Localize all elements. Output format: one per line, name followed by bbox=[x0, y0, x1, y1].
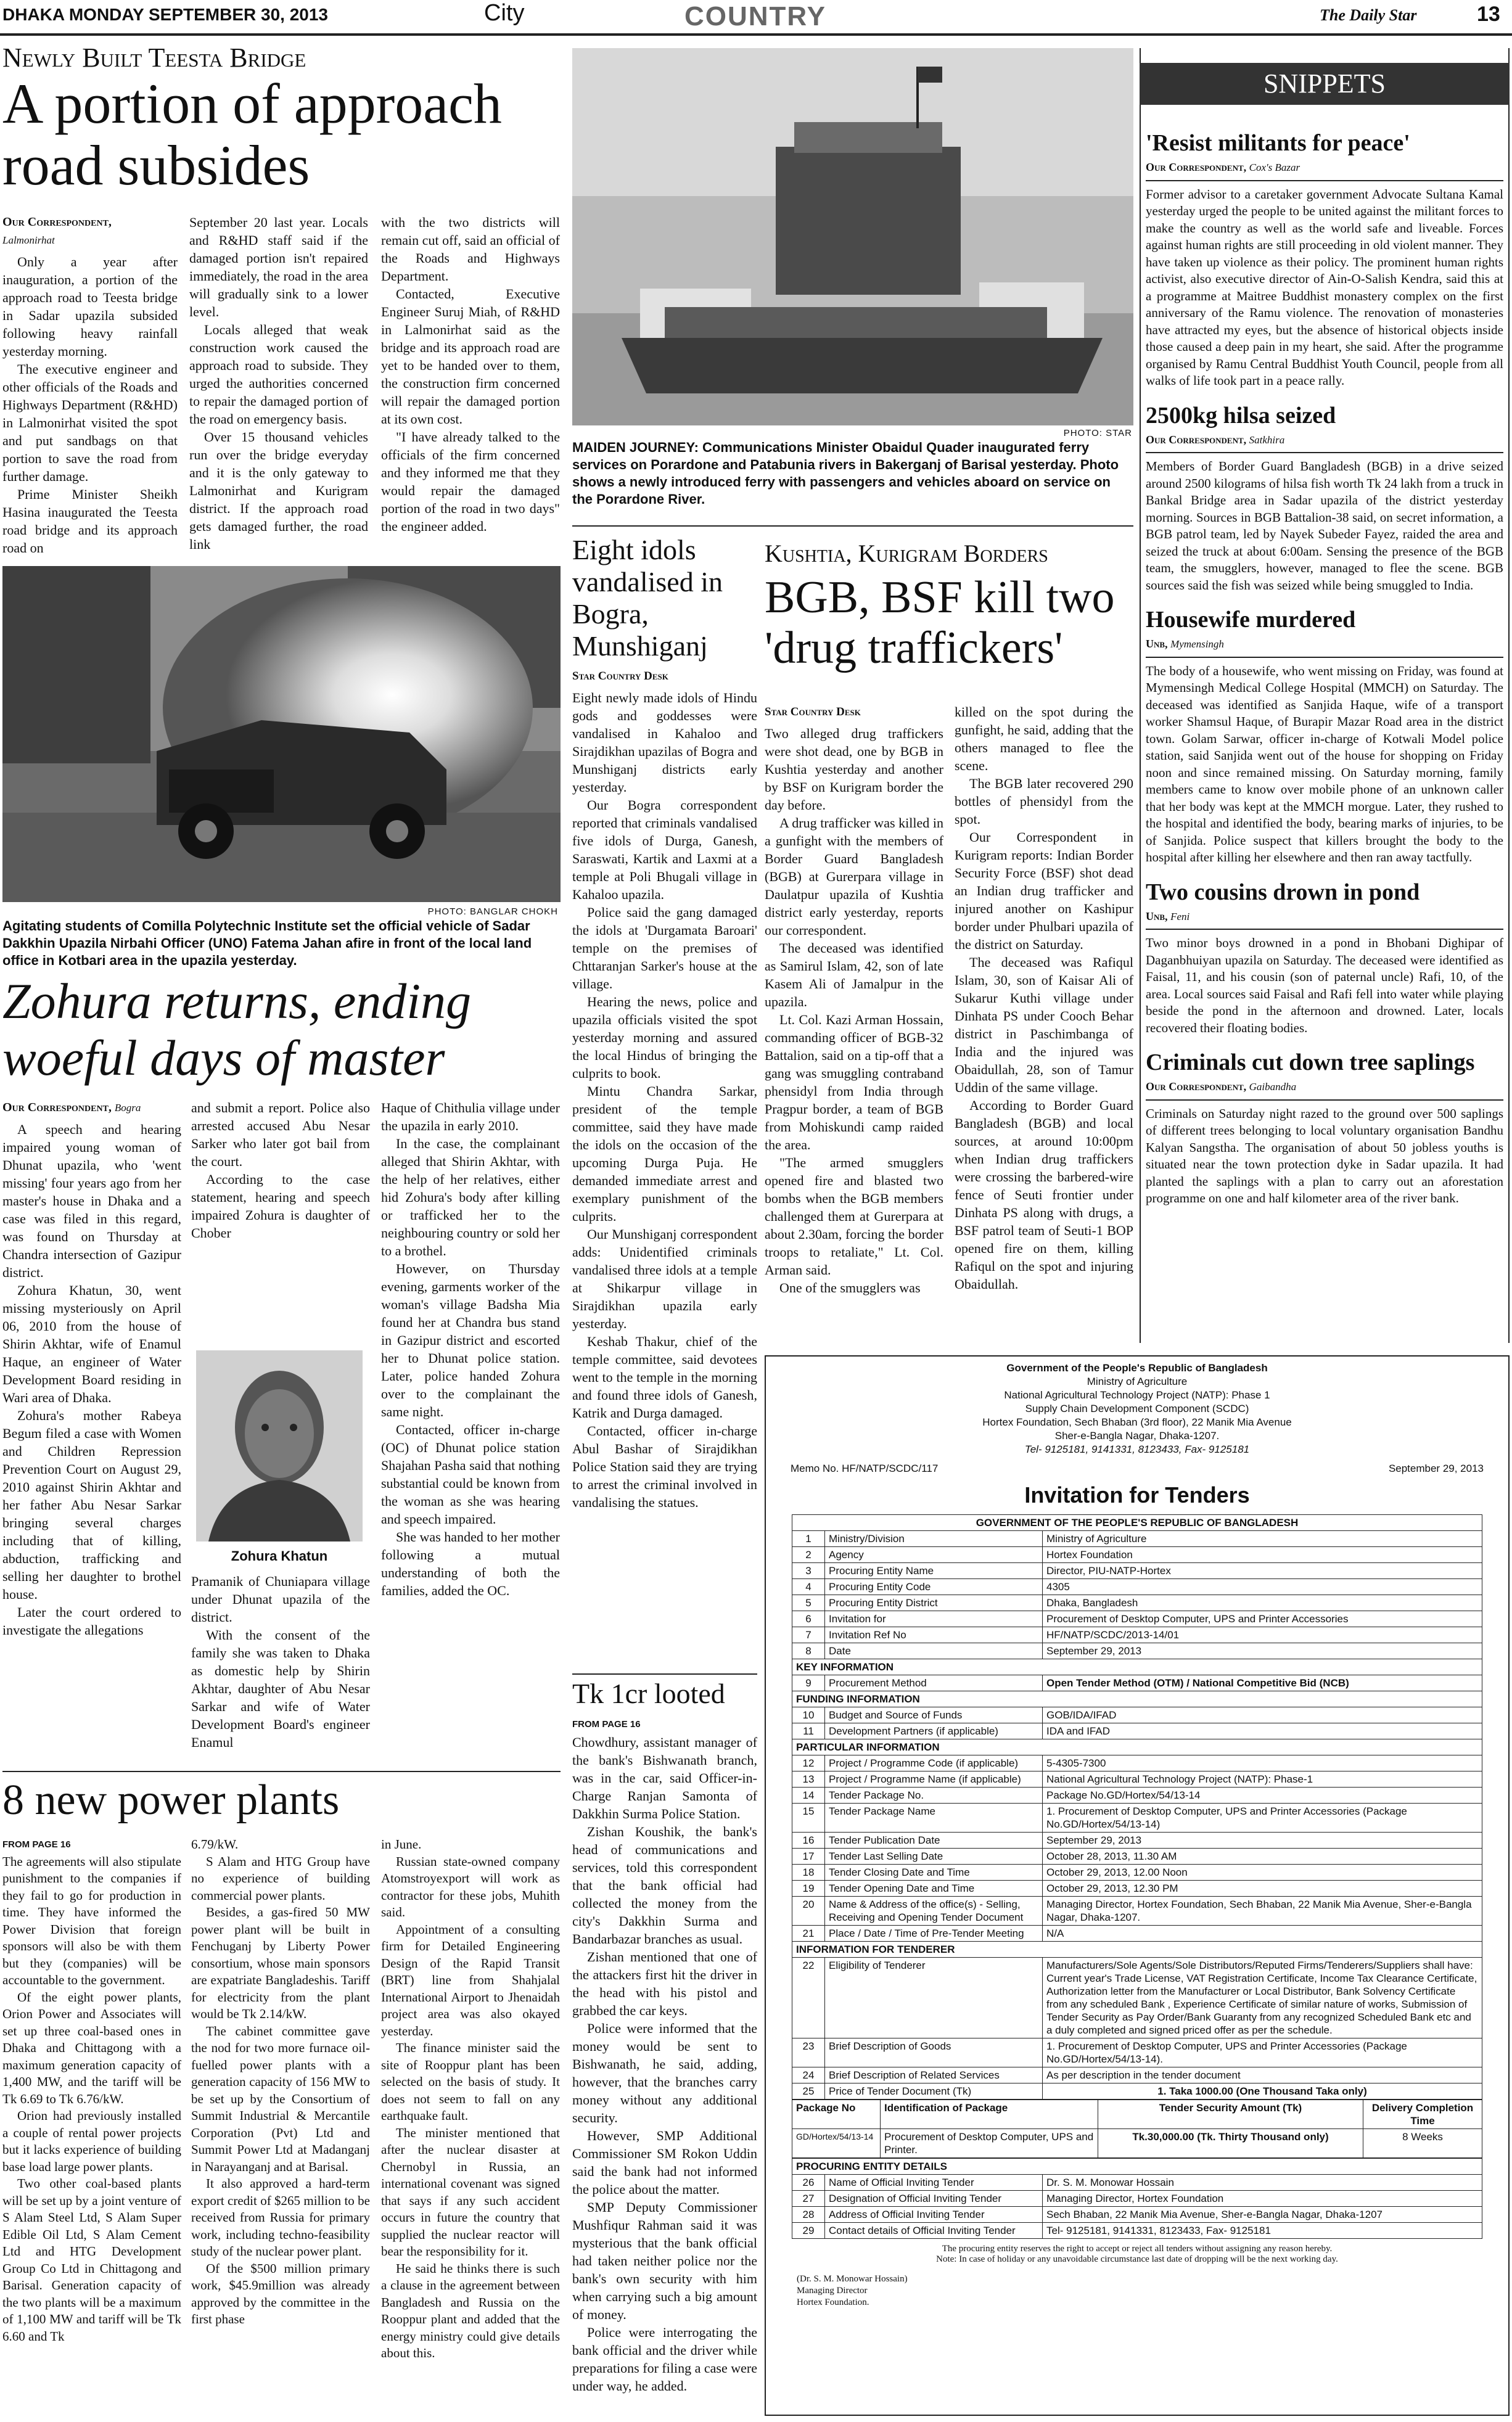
tender-cell-n: 11 bbox=[792, 1723, 825, 1739]
tender-cell-value: Dhaka, Bangladesh bbox=[1043, 1595, 1482, 1611]
tender-cell-n: 5 bbox=[792, 1595, 825, 1611]
tender-row bbox=[792, 1627, 1482, 1643]
power-p: He said he thinks there is such a clause in the agreement between Bangladesh and Russia on the Rooppur plant and added that the energy ministry could give details about this. bbox=[381, 2260, 560, 2360]
bgb-p: A drug trafficker was killed in a gunfight with the members of Border Guard Bangladesh (BGB) at Gurerpara village in Daulatpur upazila of Kushtia district early yesterday, reports our correspondent. bbox=[765, 815, 943, 938]
snippet-text: Former advisor to a caretaker government Advocate Sultana Kamal yesterday urged the people to be united against the militant forces to make the country as well as the world safe and liveable. Forces against human rights are still proceeding in old violent manner. They have taken up violence as their policy. The prominent human rights activist, also executive director of Ain-O-Salish Kendra, said this at a programme at Maitree Buddhist monastery complex on the first anniversary of the Ramu violence. The renovation of monasteries have attracted my eyes, but the absence of historical objects inside those caused a deep pain in my heart, she said. After the programme organised by Ramu Central Buddhist Youth Council, people from all walks of life took part in a peace rally. bbox=[1146, 186, 1503, 388]
idols-byline: Star Country Desk bbox=[572, 670, 668, 683]
zohura-photo-caption: Zohura Khatun bbox=[231, 1548, 328, 1564]
idols-headline: Eight idols vandalised in Bogra, Munshiganj bbox=[572, 534, 723, 662]
power-col2 bbox=[191, 1836, 370, 2328]
snippet-item bbox=[1146, 879, 1503, 1037]
tender-row bbox=[792, 1865, 1482, 1881]
tender-cell-n: 24 bbox=[792, 2067, 825, 2083]
tender-cell-label: Date bbox=[825, 1643, 1043, 1659]
teesta-p: Prime Minister Sheikh Hasina inaugurated the Teesta road bridge and its approach road on bbox=[2, 486, 178, 556]
tender-cell-value: 1. Procurement of Desktop Computer, UPS and Printer Accessories (Package No.GD/Hortex/54/13-14) bbox=[1043, 1804, 1482, 1833]
bgb-p: "The armed smugglers opened fire and blasted two bombs when the BGB members challenged them at Gurerpara at about 2.30am, forcing the border troops to retaliate," Lt. Col. Arman said. bbox=[765, 1155, 943, 1278]
idols-body bbox=[572, 667, 757, 1511]
tender-row bbox=[792, 1611, 1482, 1627]
snippets-title: SNIPPETS bbox=[1140, 63, 1510, 105]
tender-row bbox=[792, 1958, 1482, 2038]
package-header-cell: Identification of Package bbox=[881, 2100, 1098, 2129]
ferry-photo-caption: MAIDEN JOURNEY: Communications Minister Obaidul Quader inaugurated ferry services on Porardone and Patabunia rivers in Bakerganj of Barisal yesterday. Photo shows a newly introduced ferry with passengers and vehicles aboard on service on the Porardone River. bbox=[572, 440, 1119, 507]
entity-header: PROCURING ENTITY DETAILS bbox=[792, 2159, 1482, 2175]
power-from: FROM PAGE 16 bbox=[2, 1839, 71, 1850]
tender-cell-value: 5-4305-7300 bbox=[1043, 1755, 1482, 1771]
tender-cell-label: Procurement Method bbox=[825, 1675, 1043, 1691]
bgb-p: Lt. Col. Kazi Arman Hossain, commanding officer of BGB-32 Battalion, said on a tip-off that a gang was smuggling contraband phensidyl from India through Pragpur border, a team of BGB from Mohiskundi camp raided the area. bbox=[765, 1012, 943, 1152]
teesta-p: Over 15 thousand vehicles run over the bridge everyday and it is the only gateway to Lalmonirhat and Kurigram district. If the approach road gets damaged further, the road link bbox=[189, 429, 368, 552]
power-p: in June. bbox=[381, 1837, 422, 1852]
burning-vehicle-image bbox=[2, 566, 561, 902]
looted-body bbox=[572, 1715, 757, 2395]
tender-section-row bbox=[792, 1691, 1482, 1707]
tender-cell-n: 9 bbox=[792, 1675, 825, 1691]
package-header-cell: Package No bbox=[792, 2100, 881, 2129]
looted-p: SMP Deputy Commissioner Mushfiqur Rahman said it was mysterious that the bank official had taken neither police nor the bank's own security with him when carrying such a big amount of money. bbox=[572, 2199, 757, 2322]
fire-photo-caption: Agitating students of Comilla Polytechnic Institute set the official vehicle of Sadar Dakkhin Upazila Nirbahi Officer (UNO) Fatema Jahan afire in front of the local land office in Kotbari area in the upazila yesterday. bbox=[2, 918, 532, 968]
idols-p: Contacted, officer in-charge Abul Bashar of Sirajdikhan Police Station said they are trying to arrest the criminal involved in vandalising the statues. bbox=[572, 1423, 757, 1510]
tender-cell-label: Project / Programme Name (if applicable) bbox=[825, 1771, 1043, 1788]
power-p: It also approved a hard-term export credit of $265 million to be received from Russia for primary work, including techno-feasibility study of the nuclear power plant. bbox=[191, 2176, 370, 2259]
idols-p: Keshab Thakur, chief of the temple committee, said devotees went to the temple in the morning and found three idols of Ganesh, Katrik and Durga damaged. bbox=[572, 1334, 757, 1421]
zohura-headline: Zohura returns, ending woeful days of master bbox=[2, 973, 472, 1086]
tender-cell-value: Hortex Foundation bbox=[1043, 1547, 1482, 1563]
zohura-byline: Our Correspondent, Bogra bbox=[2, 1101, 141, 1114]
tender-row bbox=[792, 1804, 1482, 1833]
tender-cell-label: Project / Programme Code (if applicable) bbox=[825, 1755, 1043, 1771]
bgb-byline: Star Country Desk bbox=[765, 705, 861, 718]
power-p: The finance minister said the site of Rooppur plant has been selected on the basis of study. It does not seem to fall on any earthquake fault. bbox=[381, 2040, 560, 2123]
zohura-p: A speech and hearing impaired young woman of Dhunat upazila, who 'went missing' four years ago from her master's house in Dhaka and a case was filed in this regard, was found on Thursday at Chandra intersection of Gazipur district. bbox=[2, 1122, 181, 1280]
tender-cell-n: 16 bbox=[792, 1833, 825, 1849]
tender-section-label: FUNDING INFORMATION bbox=[792, 1691, 1482, 1707]
tender-package-table bbox=[792, 2100, 1482, 2158]
tender-row bbox=[792, 1849, 1482, 1865]
tender-cell-label: Tender Last Selling Date bbox=[825, 1849, 1043, 1865]
ferry-photo bbox=[572, 48, 1133, 425]
tender-cell-label: Invitation Ref No bbox=[825, 1627, 1043, 1643]
bgb-p: Two alleged drug traffickers were shot dead, one by BGB in Kushtia yesterday and another by BSF on Kurigram border the day before. bbox=[765, 726, 943, 813]
teesta-p: Contacted, Executive Engineer Suruj Miah, of R&HD in Lalmonirhat said as the bridge and its approach road are yet to be handed over to them, the construction firm concerned will repair the damaged portion at its own cost. bbox=[381, 286, 560, 427]
entity-row bbox=[792, 2175, 1482, 2191]
tender-entity-table bbox=[792, 2158, 1482, 2239]
teesta-p: "I have already talked to the officials of the firm concerned and they informed me that they would repair the damaged portion of the road in two days" the engineer added. bbox=[381, 429, 560, 534]
tender-cell-value: 4305 bbox=[1043, 1579, 1482, 1595]
tender-gov-header: GOVERNMENT OF THE PEOPLE'S REPUBLIC OF BANGLADESH bbox=[792, 1515, 1482, 1531]
looted-from: FROM PAGE 16 bbox=[572, 1719, 641, 1730]
tender-cell-value: As per description in the tender document bbox=[1043, 2067, 1482, 2083]
tender-cell-n: 4 bbox=[792, 1579, 825, 1595]
snippet-headline: 2500kg hilsa seized bbox=[1146, 402, 1336, 429]
tender-cell-n: 25 bbox=[792, 2083, 825, 2100]
tender-cell-label: Agency bbox=[825, 1547, 1043, 1563]
tender-note-1: The procuring entity reserves the right to accept or reject all tenders without assigning any reason hereby. bbox=[942, 2244, 1333, 2254]
tender-cell-value: HF/NATP/SCDC/2013-14/01 bbox=[1043, 1627, 1482, 1643]
looted-p: Chowdhury, assistant manager of the bank's Bishwanath branch, was in the car, said Officer-in-Charge Ranjan Samonta of Dakkhin Surma Police Station. bbox=[572, 1734, 757, 1821]
tender-section-label: INFORMATION FOR TENDERER bbox=[792, 1942, 1482, 1958]
bgb-headline: BGB, BSF kill two 'drug traffickers' bbox=[765, 572, 1115, 673]
tender-org-line: Government of the People's Republic of Bangladesh bbox=[1006, 1362, 1268, 1374]
teesta-p: The executive engineer and other officials of the Roads and Highways Department (R&HD) in Lalmonirhat visited the spot and put sandbags on that portion to save the road from further damage. bbox=[2, 361, 178, 484]
tender-cell-n: 20 bbox=[792, 1897, 825, 1926]
tender-cell-n: 2 bbox=[792, 1547, 825, 1563]
zohura-p: According to the case statement, hearing and speech impaired Zohura is daughter of Chober bbox=[191, 1172, 370, 1241]
power-p: Of the eight power plants, Orion Power and Associates will set up three coal-based ones in Dhaka and Chittagong with a maximum generation capacity of 1,400 MW, and the tariff will be Tk 6.69 to Tk 6.76/kW. bbox=[2, 1989, 181, 2106]
tender-cell-value: GOB/IDA/IFAD bbox=[1043, 1707, 1482, 1723]
snippet-item bbox=[1146, 606, 1503, 866]
snippet-item bbox=[1146, 129, 1503, 390]
tender-row bbox=[792, 1771, 1482, 1788]
bgb-p: One of the smugglers was bbox=[779, 1280, 921, 1295]
tender-cell-label: Name & Address of the office(s) - Selling, Receiving and Opening Tender Document bbox=[825, 1897, 1043, 1926]
tender-cell-value: IDA and IFAD bbox=[1043, 1723, 1482, 1739]
tender-section-row bbox=[792, 1942, 1482, 1958]
tender-row bbox=[792, 1563, 1482, 1579]
tender-row bbox=[792, 1579, 1482, 1595]
snippet-headline: Two cousins drown in pond bbox=[1146, 879, 1420, 905]
tender-org-line: Sher-e-Bangla Nagar, Dhaka-1207. bbox=[1054, 1430, 1220, 1442]
zohura-p: Haque of Chithulia village under the upazila in early 2010. bbox=[381, 1100, 560, 1133]
bgb-col1 bbox=[765, 703, 943, 1297]
tender-memo-row bbox=[791, 1463, 1484, 1475]
dateline: DHAKA MONDAY SEPTEMBER 30, 2013 bbox=[2, 5, 329, 24]
zohura-col1 bbox=[2, 1099, 181, 1639]
zohura-p: With the consent of the family she was taken to Dhaka as domestic help by Shirin Akhtar, daughter of Abu Nesar Sarkar and wife of Water Development Board's engineer Enamul bbox=[191, 1627, 370, 1750]
tender-org-lines bbox=[772, 1361, 1502, 1456]
entity-cell-value: Sech Bhaban, 22 Manik Mia Avenue, Sher-e-Bangla Nagar, Dhaka-1207 bbox=[1043, 2207, 1482, 2223]
signature-line: Hortex Foundation. bbox=[797, 2297, 869, 2307]
teesta-headline: A portion of approach road subsides bbox=[2, 72, 502, 197]
zohura-col2b bbox=[191, 1572, 370, 1751]
tender-cell-value: October 29, 2013, 12.00 Noon bbox=[1043, 1865, 1482, 1881]
tender-org-line: Supply Chain Development Component (SCDC) bbox=[1025, 1403, 1249, 1414]
entity-cell-n: 27 bbox=[792, 2191, 825, 2207]
power-p: Two other coal-based plants will be set up by a joint venture of S Alam Steel Ltd, S Alam Super Edible Oil Ltd, S Alam Cement Ltd and HTG Development Group Co Ltd in Chittagong and Barisal. Generation capacity of the two plants will be a maximum of 1,100 MW and tariff will be Tk 6.60 and Tk bbox=[2, 2176, 181, 2344]
tender-cell-label: Development Partners (if applicable) bbox=[825, 1723, 1043, 1739]
tender-ad bbox=[765, 1355, 1510, 2416]
power-p: Appointment of a consulting firm for Detailed Engineering Design of the Rapid Transit (BRT) line from Shahjalal International Airport to Jhenaidah project area was also okayed yesterday. bbox=[381, 1921, 560, 2038]
tender-cell-n: 22 bbox=[792, 1958, 825, 2038]
entity-cell-n: 26 bbox=[792, 2175, 825, 2191]
tender-cell-value: Open Tender Method (OTM) / National Competitive Bid (NCB) bbox=[1043, 1675, 1482, 1691]
tender-cell-value: October 28, 2013, 11.30 AM bbox=[1043, 1849, 1482, 1865]
zohura-p: and submit a report. Police also arrested accused Abu Nesar Sarker who later got bail from the court. bbox=[191, 1100, 370, 1169]
tender-row bbox=[792, 1881, 1482, 1897]
zohura-photo bbox=[196, 1350, 363, 1563]
portrait-image bbox=[196, 1350, 363, 1541]
power-p: The minister mentioned that after the nuclear disaster at Chernobyl in Russia, an international covenant was signed that says if any such accident occurs in future the country that supplied the nuclear reactor will bear the responsibility for it. bbox=[381, 2125, 560, 2259]
teesta-p: September 20 last year. Locals and R&HD staff said if the damaged portion isn't repaired immediately, the road in the area will gradually sink to a lower level. bbox=[189, 215, 368, 319]
tender-row bbox=[792, 1547, 1482, 1563]
snippet-item bbox=[1146, 1049, 1503, 1207]
snippet-byline: Unb, Mymensingh bbox=[1146, 638, 1224, 650]
ferry-image bbox=[572, 48, 1133, 425]
tender-row bbox=[792, 1897, 1482, 1926]
tender-cell-label: Place / Date / Time of Pre-Tender Meeting bbox=[825, 1926, 1043, 1942]
teesta-p: Locals alleged that weak construction work caused the approach road to subside. They urged the authorities concerned to repair the damaged portion of the road on emergency basis. bbox=[189, 322, 368, 427]
teesta-byline: Our Correspondent, Lalmonirhat bbox=[2, 215, 112, 246]
power-p: Orion had previously installed a couple of rental power projects but it lacks experience of building base load large power plants. bbox=[2, 2108, 181, 2174]
tender-table bbox=[792, 1514, 1482, 2100]
tender-cell-n: 17 bbox=[792, 1849, 825, 1865]
bgb-p: According to Border Guard Bangladesh (BGB) and local sources, at around 10:00pm when Indian drug traffickers were crossing the barbered-wire fence of Seuti frontier under Dinhata PS along with drugs, a BSF patrol team of Seuti-1 BOP opened fire on them, killing Rafiqul on the spot and injuring Obaidullah. bbox=[955, 1098, 1133, 1292]
looted-p: Police were informed that the money would be sent to Bishwanath, he said, adding, however, that the branches carry money without any additional security. bbox=[572, 2021, 757, 2125]
entity-cell-label: Contact details of Official Inviting Tender bbox=[825, 2223, 1043, 2239]
snippet-text: Members of Border Guard Bangladesh (BGB) in a drive seized around 2500 kilograms of hilsa fish worth Tk 24 lakh from a truck in Bankal Bridge area in Sadar upazila of the district yesterday morning. Sources in BGB Battalion-38 said, on secret information, a BGB patrol team, led by Nayek Subeder Fayez, raided the area and seized the truck at about 6:00am. Sensing the presence of the BGB team, the smugglers, however, managed to flee the scene. BGB sources said the fish was seized while being smuggled to India. bbox=[1146, 459, 1503, 593]
teesta-p: Only a year after inauguration, a portion of the approach road to Teesta bridge in Sadar upazila subsided following heavy rainfall yesterday morning. bbox=[2, 254, 178, 359]
snippet-byline: Our Correspondent, Cox's Bazar bbox=[1146, 161, 1300, 173]
signature-line: (Dr. S. M. Monowar Hossain) bbox=[797, 2274, 908, 2284]
snippet-item bbox=[1146, 402, 1503, 594]
teesta-p: with the two districts will remain cut off, said an official of the Roads and Highways Department. bbox=[381, 215, 560, 284]
tender-row bbox=[792, 1707, 1482, 1723]
bgb-p: Our Correspondent in Kurigram reports: Indian Border Security Force (BSF) shot dead an Indian drug trafficker and injured another on Kashipur border under Phulbari upazila of the district on Saturday. bbox=[955, 829, 1133, 952]
snippet-text: Two minor boys drowned in a pond in Bhobani Dighipar of Daganbhuiyan upazila on Saturday. The deceased were identified as Faisal, 11, and his cousin (son of paternal uncle) Rafi, 10, of the area. Local sources said Faisal and Rafi fell into water while playing beside the pond in the afternoon and drowned. Later, locals recovered their floating bodies. bbox=[1146, 935, 1503, 1035]
tender-signature bbox=[797, 2273, 1502, 2309]
tender-org-line: Hortex Foundation, Sech Bhaban (3rd floor), 22 Manik Mia Avenue bbox=[982, 1416, 1292, 1428]
tender-row bbox=[792, 1531, 1482, 1547]
looted-p: However, SMP Additional Commissioner SM Rokon Uddin said the bank had not informed the police about the matter. bbox=[572, 2128, 757, 2197]
header-rule bbox=[0, 33, 1512, 36]
tender-cell-label: Tender Package Name bbox=[825, 1804, 1043, 1833]
teesta-kicker: Newly Built Teesta Bridge bbox=[2, 43, 306, 73]
zohura-p: Zohura's mother Rabeya Begum filed a case with Women and Children Repression Prevention Court on August 29, 2010 against Shirin Akhtar and her father Abu Nesar Sarkar bringing several charges including that of killing, abduction, trafficking and selling her daughter to brothel house. bbox=[2, 1408, 181, 1602]
entity-cell-n: 28 bbox=[792, 2207, 825, 2223]
package-cell: GD/Hortex/54/13-14 bbox=[792, 2129, 881, 2158]
tender-cell-n: 23 bbox=[792, 2038, 825, 2067]
entity-cell-label: Designation of Official Inviting Tender bbox=[825, 2191, 1043, 2207]
package-cell: Tk.30,000.00 (Tk. Thirty Thousand only) bbox=[1098, 2129, 1363, 2158]
section-name: City bbox=[484, 0, 525, 26]
teesta-col3 bbox=[381, 213, 560, 535]
power-col3 bbox=[381, 1836, 560, 2362]
snippet-headline: Criminals cut down tree saplings bbox=[1146, 1049, 1475, 1075]
idols-p: Mintu Chandra Sarkar, president of the temple committee, said they have made the idols on the occasion of the upcoming Durga Puja. He demanded immediate arrest and exemplary punishment of the culprits. bbox=[572, 1083, 757, 1224]
bgb-p: The deceased was identified as Samirul Islam, 42, son of late Kasem Ali of Jamalpur in the upazila. bbox=[765, 940, 943, 1009]
snippet-headline: Housewife murdered bbox=[1146, 607, 1356, 633]
tender-row bbox=[792, 1926, 1482, 1942]
tender-memo: Memo No. HF/NATP/SCDC/117 bbox=[791, 1463, 939, 1474]
tender-row bbox=[792, 2038, 1482, 2067]
snippet-text: The body of a housewife, who went missing on Friday, was found at Mymensingh Medical College Hospital (MMCH) on Saturday. The deceased was identified as Sanjida Haque, wife of a transport worker Shamsul Haque, of Burapir Mazar Road area in the district town. Golam Sarwar, officer in-charge of Kotwali Model police station, said Sanjida went out of the house for shopping on Friday noon and since remained missing. On Saturday morning, family members came to know over mobile phone of an unknown caller that her body was kept at the MMCH morgue. Later, they rushed to the hospital and identified the body, bearing marks of injuries, to be of Sanjida. Police suspect that killers brought the body to the hospital after killing her elsewhere and then ran away tactfully. bbox=[1146, 663, 1503, 864]
zohura-p: In the case, the complainant alleged that Shirin Akhtar, with the help of her relatives, either hid Zohura's body after killing or trafficked her to the neighbouring country or sold her to a brothel. bbox=[381, 1136, 560, 1258]
bgb-kicker: Kushtia, Kurigram Borders bbox=[765, 540, 1048, 567]
tender-cell-label: Tender Opening Date and Time bbox=[825, 1881, 1043, 1897]
tender-cell-label: Tender Publication Date bbox=[825, 1833, 1043, 1849]
package-cell: 8 Weeks bbox=[1363, 2129, 1482, 2158]
tender-cell-n: 12 bbox=[792, 1755, 825, 1771]
tender-cell-value: National Agricultural Technology Project (NATP): Phase-1 bbox=[1043, 1771, 1482, 1788]
tender-section-label: KEY INFORMATION bbox=[792, 1659, 1482, 1675]
tender-cell-label: Tender Closing Date and Time bbox=[825, 1865, 1043, 1881]
snippet-text: Criminals on Saturday night razed to the ground over 500 saplings of different trees belonging to local voluntary organisation Bandhu Kalyan Sangstha. The organisation of about 50 jobless youths is situated near the town protection dyke in Sadar upazila. It had planted the saplings with a plan to carry out an aforestation programme on one and half kilometer area of the river bank. bbox=[1146, 1106, 1503, 1205]
idols-p: Our Munshiganj correspondent adds: Unidentified criminals vandalised three idols at a temple at Shikarpur village in Sirajdikhan upazila early yesterday. bbox=[572, 1226, 757, 1331]
idols-p: Police said the gang damaged the idols at 'Durgamata Baroari' temple on the premises of Chttaranjan Sarker's house at the village. bbox=[572, 905, 757, 991]
entity-cell-n: 29 bbox=[792, 2223, 825, 2239]
tender-cell-n: 6 bbox=[792, 1611, 825, 1627]
tender-cell-label: Budget and Source of Funds bbox=[825, 1707, 1043, 1723]
zohura-p: However, on Thursday evening, garments worker of the woman's village Badsha Mia found her at Chandra bus stand in Gazipur district and escorted her to Dhunat police station. Later, police handed Zohura over to the complainant the same night. bbox=[381, 1261, 560, 1419]
idols-p: Our Bogra correspondent reported that criminals vandalised five idols of Durga, Ganesh, Saraswati, Kartik and Laxmi at a temple at Poli Bhugali village in Kahaloo upazila. bbox=[572, 797, 757, 902]
tender-cell-label: Price of Tender Document (Tk) bbox=[825, 2083, 1043, 2100]
tender-row bbox=[792, 1675, 1482, 1691]
country-label: COUNTRY bbox=[684, 1, 826, 31]
masthead: The Daily Star bbox=[1320, 6, 1417, 24]
tender-row bbox=[792, 2083, 1482, 2100]
tender-org-line: Tel- 9125181, 9141331, 8123433, Fax- 9125181 bbox=[1024, 1443, 1250, 1455]
tender-org-line: National Agricultural Technology Project (NATP): Phase 1 bbox=[1004, 1389, 1270, 1401]
snippet-byline: Unb, Feni bbox=[1146, 909, 1190, 922]
package-row bbox=[792, 2129, 1482, 2158]
power-p: Of the $500 million primary work, $45.9million was already approved by the committee in the first phase bbox=[191, 2260, 370, 2326]
page-header bbox=[0, 0, 1512, 32]
tender-row bbox=[792, 2067, 1482, 2083]
tender-cell-label: Brief Description of Related Services bbox=[825, 2067, 1043, 2083]
tender-cell-value: Package No.GD/Hortex/54/13-14 bbox=[1043, 1788, 1482, 1804]
signature-line: Managing Director bbox=[797, 2286, 868, 2296]
tender-date: September 29, 2013 bbox=[1388, 1463, 1484, 1474]
package-header-cell: Delivery Completion Time bbox=[1363, 2100, 1482, 2129]
tender-cell-n: 8 bbox=[792, 1643, 825, 1659]
power-p: The agreements will also stipulate punishment to the companies if they fail to go for production in time. They have informed the Power Division that foreign sponsors will also be with them but they (companies) will be accountable to the government. bbox=[2, 1853, 181, 1987]
entity-cell-label: Address of Official Inviting Tender bbox=[825, 2207, 1043, 2223]
snippets-body bbox=[1146, 129, 1503, 1207]
tender-cell-value: Procurement of Desktop Computer, UPS and Printer Accessories bbox=[1043, 1611, 1482, 1627]
tender-cell-value: October 29, 2013, 12.30 PM bbox=[1043, 1881, 1482, 1897]
tender-cell-label: Invitation for bbox=[825, 1611, 1043, 1627]
entity-row bbox=[792, 2191, 1482, 2207]
tender-row bbox=[792, 1595, 1482, 1611]
fire-photo-credit: PHOTO: BANGLAR CHOKH bbox=[427, 906, 558, 917]
tender-cell-n: 1 bbox=[792, 1531, 825, 1547]
zohura-p: Zohura Khatun, 30, went missing mysteriously on April 06, 2010 from the house of Shirin Akhtar, wife of Enamul Haque, an engineer of Water Development Board residing in Wari area of Dhaka. bbox=[2, 1283, 181, 1405]
power-p: The cabinet committee gave the nod for two more furnace oil-fuelled power plants with a generation capacity of 156 MW to be set up by the Consortium of Summit Industrial & Mercantile Corporation (Pvt) Ltd and Summit Power Ltd at Madanganj in Narayanganj and at Barisal. bbox=[191, 2023, 370, 2174]
teesta-col1 bbox=[2, 213, 178, 557]
package-header-cell: Tender Security Amount (Tk) bbox=[1098, 2100, 1363, 2129]
tender-row bbox=[792, 1643, 1482, 1659]
tender-cell-value: N/A bbox=[1043, 1926, 1482, 1942]
entity-row bbox=[792, 2223, 1482, 2239]
tender-cell-value: Managing Director, Hortex Foundation, Sech Bhaban, 22 Manik Mia Avenue, Sher-e-Bangla Nagar, Dhaka-1207. bbox=[1043, 1897, 1482, 1926]
tender-note-2: Note: In case of holiday or any unavoidable circumstance last date of dropping will be the next working day. bbox=[936, 2254, 1338, 2264]
tender-section-row bbox=[792, 1659, 1482, 1675]
looted-headline: Tk 1cr looted bbox=[572, 1678, 725, 1709]
teesta-col2 bbox=[189, 213, 368, 553]
snippet-byline: Our Correspondent, Gaibandha bbox=[1146, 1080, 1297, 1093]
zohura-col2a bbox=[191, 1099, 370, 1242]
entity-cell-value: Managing Director, Hortex Foundation bbox=[1043, 2191, 1482, 2207]
bgb-p: The deceased was Rafiqul Islam, 30, son of Kaisar Ali of Sukarur Kuthi village under Dinhata PS under Cooch Behar district in Paschimbanga of India and the injured was Obaidullah, 28, son of Tamur Uddin of the same village. bbox=[955, 954, 1133, 1095]
entity-row bbox=[792, 2207, 1482, 2223]
tender-cell-value: Ministry of Agriculture bbox=[1043, 1531, 1482, 1547]
tender-cell-value: September 29, 2013 bbox=[1043, 1833, 1482, 1849]
tender-org-line: Ministry of Agriculture bbox=[1087, 1376, 1188, 1387]
tender-section-row bbox=[792, 1739, 1482, 1755]
tender-row bbox=[792, 1833, 1482, 1849]
tender-row bbox=[792, 1723, 1482, 1739]
entity-cell-value: Dr. S. M. Monowar Hossain bbox=[1043, 2175, 1482, 2191]
tender-cell-label: Brief Description of Goods bbox=[825, 2038, 1043, 2067]
snippet-byline: Our Correspondent, Satkhira bbox=[1146, 433, 1285, 446]
tender-row bbox=[792, 1788, 1482, 1804]
tender-cell-label: Procuring Entity Name bbox=[825, 1563, 1043, 1579]
zohura-p: Contacted, officer in-charge (OC) of Dhunat police station Shajahan Pasha said that nothing substantial could be known from the woman as she was hearing and speech impaired. bbox=[381, 1422, 560, 1527]
tender-cell-n: 21 bbox=[792, 1926, 825, 1942]
bgb-p: killed on the spot during the gunfight, he said, adding that the others managed to flee the scene. bbox=[955, 704, 1133, 773]
tender-cell-label: Eligibility of Tenderer bbox=[825, 1958, 1043, 2038]
power-col1 bbox=[2, 1836, 181, 2345]
looted-p: Zishan Koushik, the bank's head of communications and services, told this correspondent that the bank official had collected the money from the city's Dakkhin Surma and Bandarbazar branches as usual. bbox=[572, 1824, 757, 1947]
tender-cell-label: Procuring Entity Code bbox=[825, 1579, 1043, 1595]
tender-title: Invitation for Tenders bbox=[1024, 1482, 1250, 1508]
tender-cell-n: 18 bbox=[792, 1865, 825, 1881]
tender-cell-value: 1. Taka 1000.00 (One Thousand Taka only) bbox=[1043, 2083, 1482, 2100]
tender-cell-value: Manufacturers/Sole Agents/Sole Distributors/Reputed Firms/Tenderers/Suppliers shall have: Current year's Trade License, VAT Registration Certificate, Income Tax Clearance Certificate, Authorization letter from the Manufacturer or Local Distributor, Bank Solvency Certificate from any scheduled Bank , Experience Certificate of similar nature of works, Submission of Tender Security as Pay Order/Bank Guaranty from any recognized Scheduled Bank etc and a duly completed and signed priced offer as per the schedule. bbox=[1043, 1958, 1482, 2038]
power-rule bbox=[2, 1771, 561, 1772]
bgb-p: The BGB later recovered 290 bottles of phensidyl from the spot. bbox=[955, 776, 1133, 827]
looted-p: Police were interrogating the bank official and the driver while preparations for filing a case were under way, he added. bbox=[572, 2325, 757, 2394]
tender-cell-n: 19 bbox=[792, 1881, 825, 1897]
tender-cell-label: Procuring Entity District bbox=[825, 1595, 1043, 1611]
power-p: Besides, a gas-fired 50 MW power plant will be built in Fenchuganj by Liberty Power consortium, whose main sponsors are expatriate Bangladeshis. Tariff for electricity from the plant would be Tk 2.14/kW. bbox=[191, 1905, 370, 2021]
tender-section-label: PARTICULAR INFORMATION bbox=[792, 1739, 1482, 1755]
power-p: Russian state-owned company Atomstroyexport will work as contractor for these jobs, Muhith said. bbox=[381, 1853, 560, 1919]
fire-photo bbox=[2, 566, 561, 902]
tender-cell-n: 15 bbox=[792, 1804, 825, 1833]
looted-rule bbox=[572, 1673, 757, 1675]
tender-cell-n: 14 bbox=[792, 1788, 825, 1804]
ferry-rule bbox=[572, 525, 1133, 527]
zohura-p: She was handed to her mother following a mutual understanding of both the families, added the OC. bbox=[381, 1529, 560, 1598]
tender-cell-value: Director, PIU-NATP-Hortex bbox=[1043, 1563, 1482, 1579]
tender-cell-label: Tender Package No. bbox=[825, 1788, 1043, 1804]
power-p: 6.79/kW. bbox=[191, 1837, 239, 1852]
idols-p: Hearing the news, police and upazila officials visited the spot yesterday morning and assured the local Hindus of bringing the culprits to book. bbox=[572, 994, 757, 1081]
tender-cell-label: Ministry/Division bbox=[825, 1531, 1043, 1547]
package-cell: Procurement of Desktop Computer, UPS and Printer. bbox=[881, 2129, 1098, 2158]
entity-cell-label: Name of Official Inviting Tender bbox=[825, 2175, 1043, 2191]
tender-row bbox=[792, 1755, 1482, 1771]
tender-cell-n: 7 bbox=[792, 1627, 825, 1643]
zohura-p: Pramanik of Chuniapara village under Dhunat upazila of the district. bbox=[191, 1574, 370, 1625]
tender-cell-n: 10 bbox=[792, 1707, 825, 1723]
zohura-p: Later the court ordered to investigate the allegations bbox=[2, 1604, 181, 1638]
zohura-col3 bbox=[381, 1099, 560, 1599]
page-number: 13 bbox=[1477, 2, 1500, 26]
looted-p: Zishan mentioned that one of the attackers first hit the driver in the head with his pistol and grabbed the car keys. bbox=[572, 1949, 757, 2018]
idols-p: Eight newly made idols of Hindu gods and goddesses were vandalised in Kahaloo and Sirajdikhan upazilas of Bogra and Munshiganj districts early yesterday. bbox=[572, 690, 757, 795]
snippet-headline: 'Resist militants for peace' bbox=[1146, 130, 1410, 156]
power-headline: 8 new power plants bbox=[2, 1776, 340, 1824]
tender-cell-value: September 29, 2013 bbox=[1043, 1643, 1482, 1659]
tender-cell-value: 1. Procurement of Desktop Computer, UPS and Printer Accessories (Package No.GD/Hortex/54/13-14). bbox=[1043, 2038, 1482, 2067]
entity-cell-value: Tel- 9125181, 9141331, 8123433, Fax- 9125181 bbox=[1043, 2223, 1482, 2239]
package-header-row bbox=[792, 2100, 1482, 2129]
ferry-photo-credit: PHOTO: STAR bbox=[1063, 428, 1132, 438]
power-p: S Alam and HTG Group have no experience of building commercial power plants. bbox=[191, 1853, 370, 1903]
tender-cell-n: 13 bbox=[792, 1771, 825, 1788]
tender-cell-n: 3 bbox=[792, 1563, 825, 1579]
bgb-col2 bbox=[955, 703, 1133, 1293]
